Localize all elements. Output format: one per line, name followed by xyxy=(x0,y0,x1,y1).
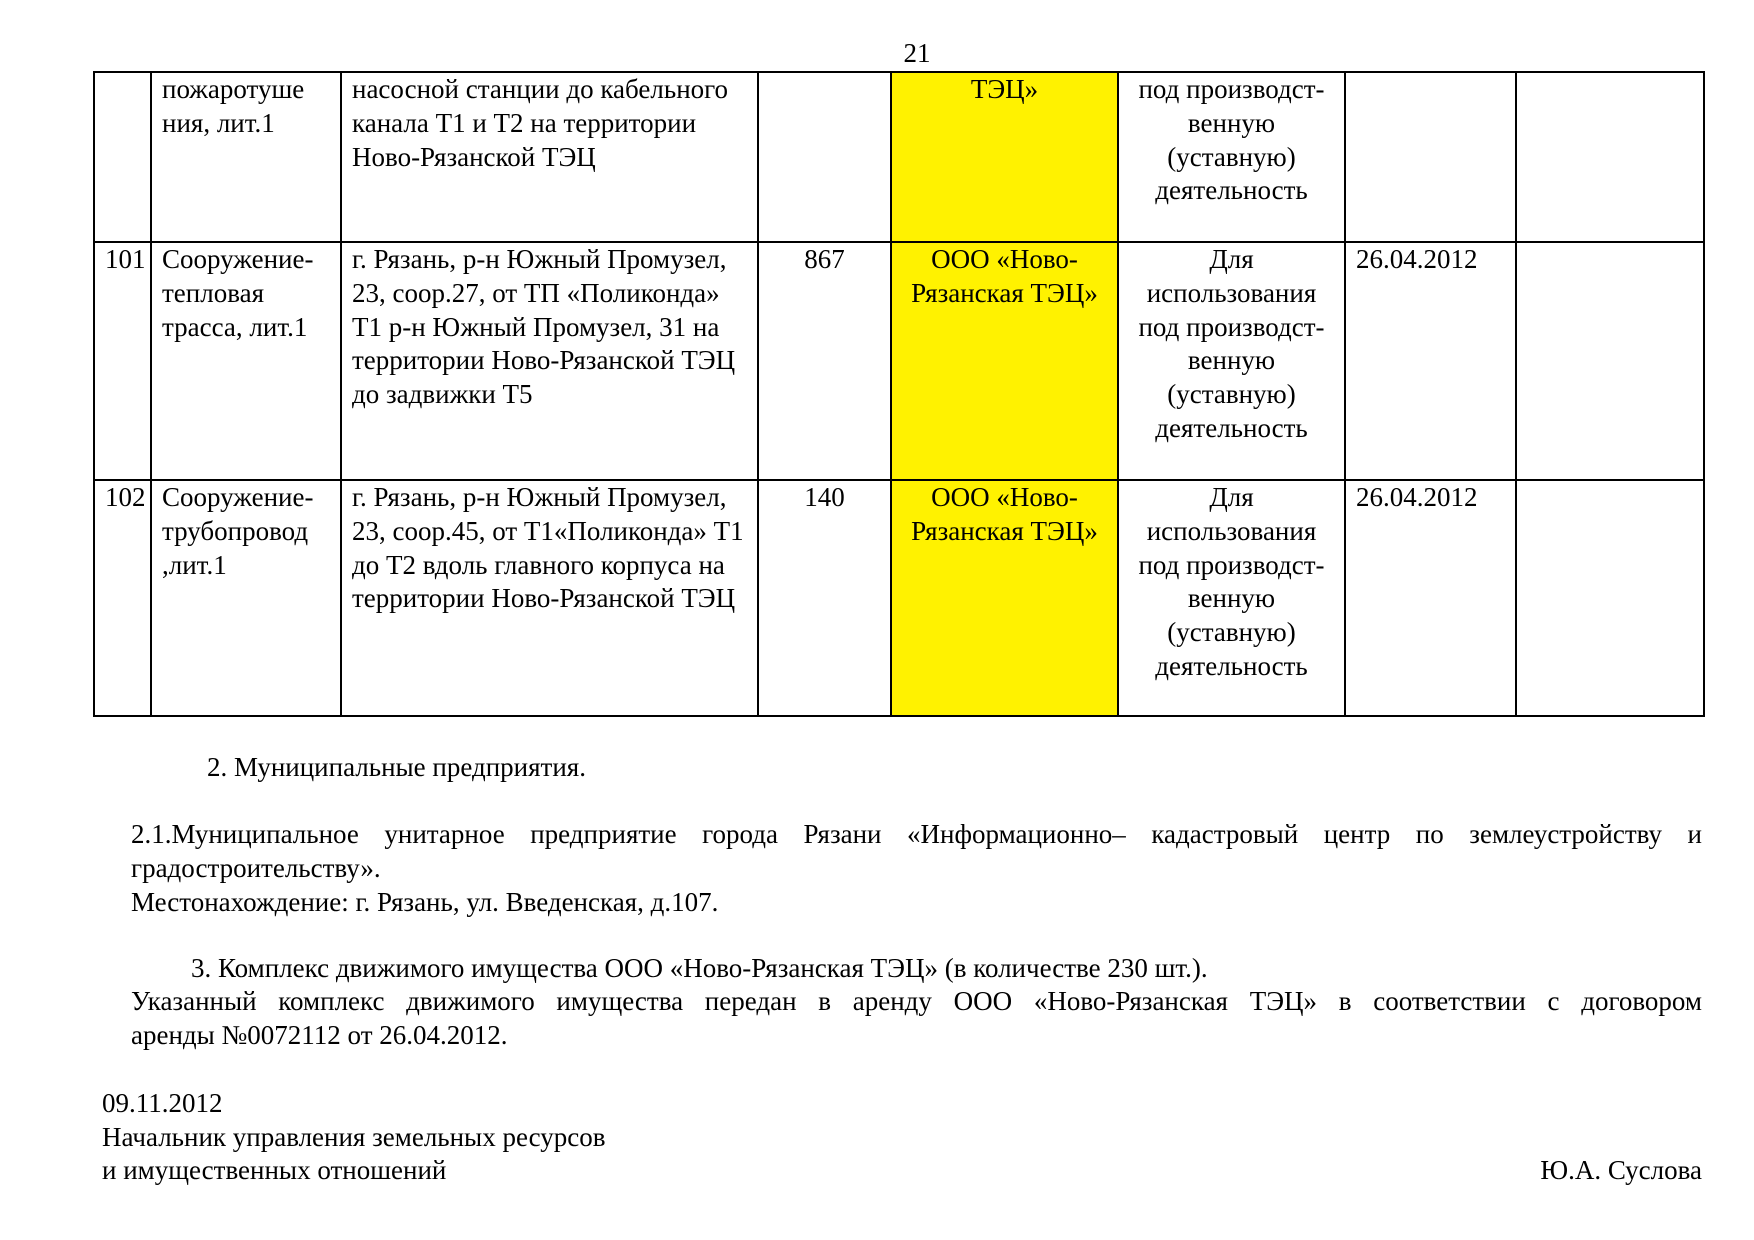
object-name-cell: Сооружение-трубопровод ,лит.1 xyxy=(151,480,341,716)
date-cell: 26.04.2012 xyxy=(1345,242,1516,480)
area-cell xyxy=(758,72,891,242)
section-2-heading: 2. Муниципальные предприятия. xyxy=(207,752,586,782)
address-cell: г. Рязань, р-н Южный Промузел, 23, соор.45, от Т1«Поликонда» Т1 до Т2 вдоль главного корпуса на территории Ново-Рязанской ТЭЦ xyxy=(341,480,758,716)
table-row xyxy=(94,72,1704,242)
tenant-cell: ООО «Ново-Рязанская ТЭЦ» xyxy=(891,242,1118,480)
document-date: 09.11.2012 xyxy=(102,1088,223,1118)
section-2-1-location: Местонахождение: г. Рязань, ул. Введенская, д.107. xyxy=(131,887,719,917)
tenant-cell: ТЭЦ» xyxy=(891,72,1118,242)
note-cell xyxy=(1516,72,1704,242)
row-number-cell xyxy=(94,72,151,242)
section-2-1-line-2: градостроительству». xyxy=(131,853,381,883)
page-number: 21 xyxy=(903,38,931,68)
address-cell: г. Рязань, р-н Южный Промузел, 23, соор.27, от ТП «Поликонда» Т1 р-н Южный Промузел, 31 на территории Ново-Рязанской ТЭЦ до задвижки Т5 xyxy=(341,242,758,480)
table-row xyxy=(94,480,1704,716)
note-cell xyxy=(1516,242,1704,480)
section-3-heading: 3. Комплекс движимого имущества ООО «Ново-Рязанская ТЭЦ» (в количестве 230 шт.). xyxy=(191,953,1208,983)
signatory-title-line-2: и имущественных отношений xyxy=(102,1155,447,1185)
row-number-cell: 102 xyxy=(94,480,151,716)
area-cell: 140 xyxy=(758,480,891,716)
row-number-cell: 101 xyxy=(94,242,151,480)
purpose-cell: Для использования под производст-венную (уставную) деятельность xyxy=(1118,480,1345,716)
purpose-cell: Для использования под производст-венную (уставную) деятельность xyxy=(1118,242,1345,480)
tenant-cell: ООО «Ново-Рязанская ТЭЦ» xyxy=(891,480,1118,716)
area-cell: 867 xyxy=(758,242,891,480)
signatory-name: Ю.А. Суслова xyxy=(1540,1155,1702,1185)
address-cell: насосной станции до кабельного канала Т1 и Т2 на территории Ново-Рязанской ТЭЦ xyxy=(341,72,758,242)
section-3-text-line-1: Указанный комплекс движимого имущества передан в аренду ООО «Ново-Рязанская ТЭЦ» в соответствии с договором xyxy=(131,986,1702,1016)
note-cell xyxy=(1516,480,1704,716)
table-row xyxy=(94,242,1704,480)
section-2-1-line-1: 2.1.Муниципальное унитарное предприятие города Рязани «Информационно– кадастровый центр по землеустройству и xyxy=(131,819,1702,849)
section-3-text-line-2: аренды №0072112 от 26.04.2012. xyxy=(131,1020,508,1050)
property-table xyxy=(93,71,1705,717)
date-cell xyxy=(1345,72,1516,242)
signatory-title-line-1: Начальник управления земельных ресурсов xyxy=(102,1122,606,1152)
object-name-cell: Сооружение-тепловая трасса, лит.1 xyxy=(151,242,341,480)
purpose-cell: под производст-венную (уставную) деятельность xyxy=(1118,72,1345,242)
date-cell: 26.04.2012 xyxy=(1345,480,1516,716)
object-name-cell: пожаротуше ния, лит.1 xyxy=(151,72,341,242)
